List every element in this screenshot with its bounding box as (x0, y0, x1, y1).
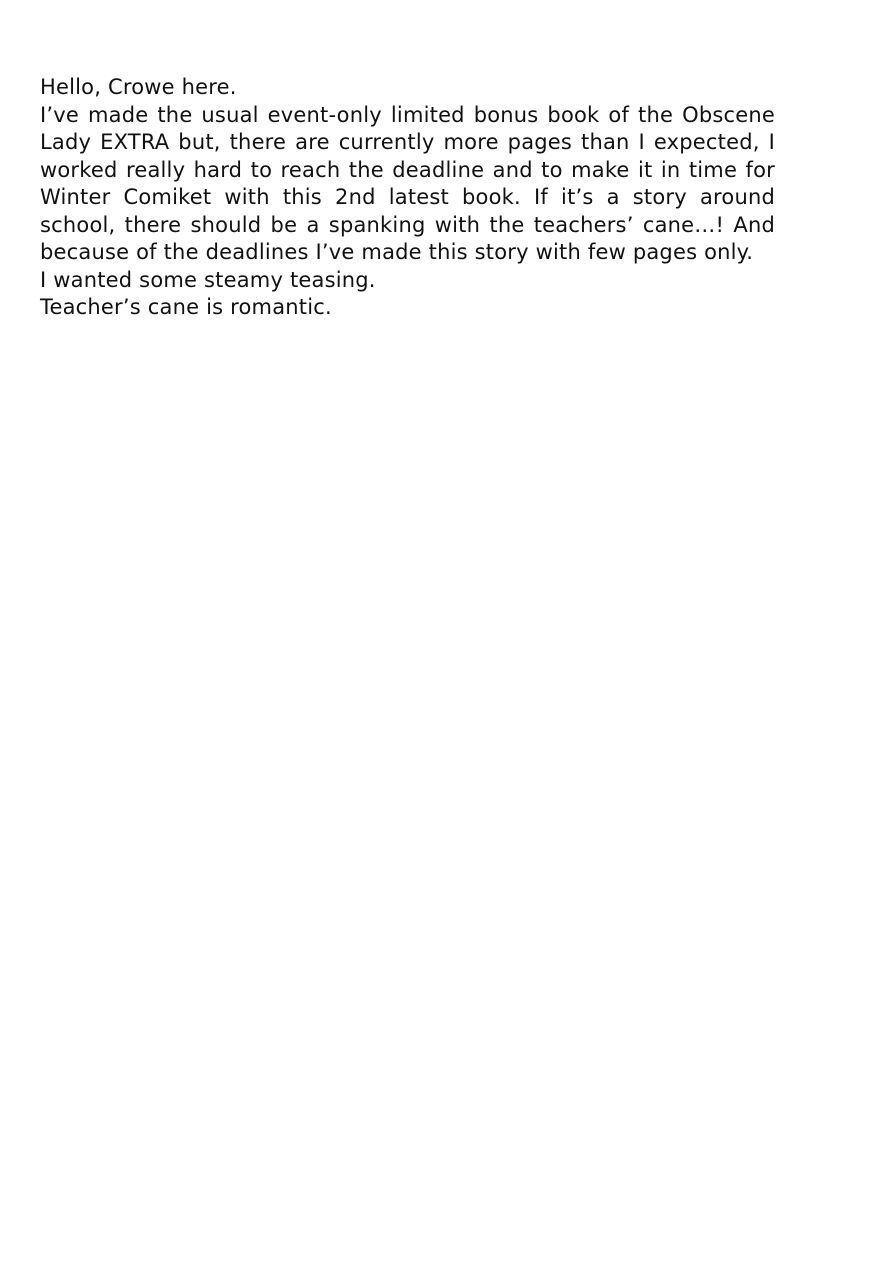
teasing-line: I wanted some steamy teasing. (40, 267, 376, 292)
cane-line: Teacher’s cane is romantic. (40, 295, 332, 319)
afterword-text (40, 74, 775, 322)
greeting-line: Hello, Crowe here. (40, 75, 237, 99)
main-paragraph: I’ve made the usual event-only limited bonus book of the Obscene Lady EXTRA but, there are currently more pages than I expected, I worked really hard to reach the deadline and to make it in time for Winter Comiket with this 2nd latest book. If it’s a story around school, there should be a spanking with the teachers’ cane…! And because of the deadlines I’ve made this story with few pages only. (40, 102, 775, 264)
